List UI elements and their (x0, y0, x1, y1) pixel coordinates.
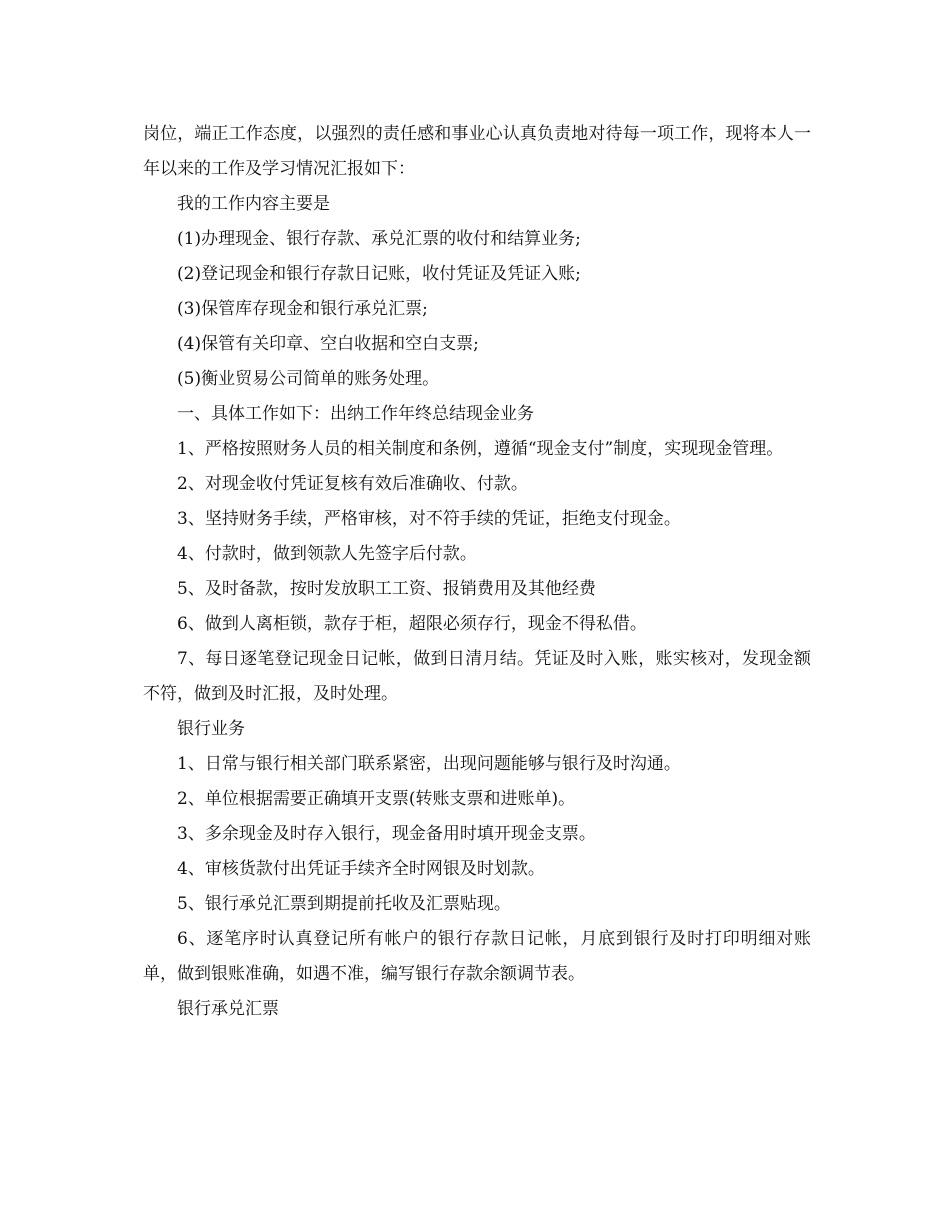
document-body (143, 117, 811, 1027)
section-heading-bank-acceptance: 银行承兑汇票 (177, 999, 279, 1019)
paragraph-bank-item-2: 2、单位根据需要正确填开支票(转账支票和进账单)。 (177, 789, 576, 809)
paragraph-cash-item-1: 1、严格按照财务人员的相关制度和条例，遵循“现金支付”制度，实现现金管理。 (177, 439, 784, 459)
paragraph-duty-1: (1)办理现金、银行存款、承兑汇票的收付和结算业务; (177, 229, 581, 249)
paragraph-cash-item-7: 7、每日逐笔登记现金日记帐，做到日清月结。凭证及时入账，账实核对，发现金额不符，做到及时汇报，及时处理。 (143, 649, 811, 704)
section-heading-cash-business: 一、具体工作如下：出纳工作年终总结现金业务 (177, 404, 534, 424)
paragraph-cash-item-3: 3、坚持财务手续，严格审核，对不符手续的凭证，拒绝支付现金。 (177, 509, 681, 529)
paragraph-continuation: 岗位，端正工作态度，以强烈的责任感和事业心认真负责地对待每一项工作，现将本人一年以来的工作及学习情况汇报如下： (143, 124, 811, 179)
paragraph-bank-item-6: 6、逐笔序时认真登记所有帐户的银行存款日记帐，月底到银行及时打印明细对账单，做到银账准确，如遇不准，编写银行存款余额调节表。 (143, 929, 811, 984)
paragraph-duty-3: (3)保管库存现金和银行承兑汇票; (177, 299, 428, 319)
paragraph-bank-item-5: 5、银行承兑汇票到期提前托收及汇票贴现。 (177, 894, 511, 914)
paragraph-cash-item-5: 5、及时备款，按时发放职工工资、报销费用及其他经费 (177, 579, 596, 599)
paragraph-bank-item-1: 1、日常与银行相关部门联系紧密，出现问题能够与银行及时沟通。 (177, 754, 681, 774)
paragraph-cash-item-6: 6、做到人离柜锁，款存于柜，超限必须存行，现金不得私借。 (177, 614, 647, 634)
paragraph-duty-4: (4)保管有关印章、空白收据和空白支票; (177, 334, 479, 354)
paragraph-duty-2: (2)登记现金和银行存款日记账，收付凭证及凭证入账; (177, 264, 581, 284)
paragraph-bank-item-4: 4、审核货款付出凭证手续齐全时网银及时划款。 (177, 859, 545, 879)
paragraph-duty-5: (5)衡业贸易公司简单的账务处理。 (177, 369, 440, 389)
section-heading-bank-business: 银行业务 (177, 719, 245, 739)
paragraph-cash-item-2: 2、对现金收付凭证复核有效后准确收、付款。 (177, 474, 528, 494)
paragraph-work-content-heading: 我的工作内容主要是 (177, 194, 330, 214)
paragraph-bank-item-3: 3、多余现金及时存入银行，现金备用时填开现金支票。 (177, 824, 596, 844)
paragraph-cash-item-4: 4、付款时，做到领款人先签字后付款。 (177, 544, 477, 564)
